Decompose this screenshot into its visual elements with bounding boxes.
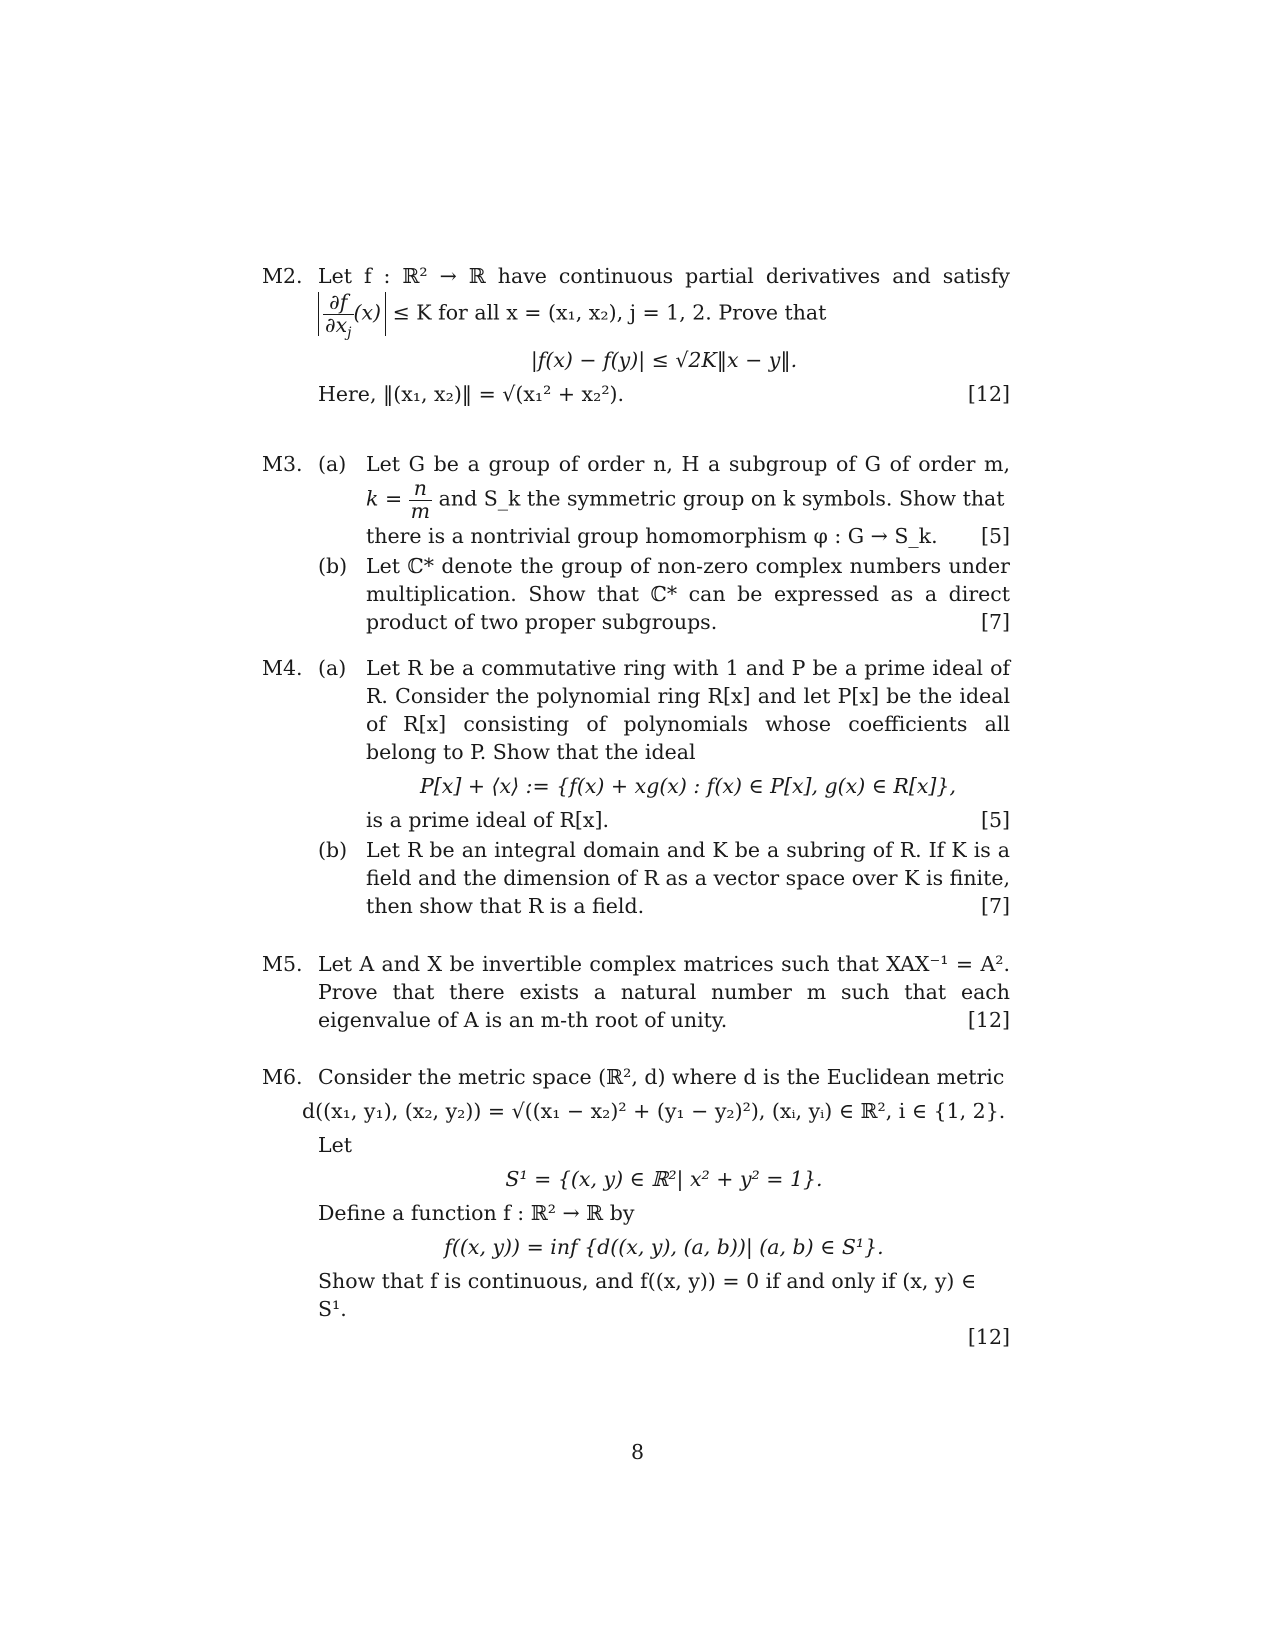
problem-label: M5. <box>262 952 303 976</box>
problem-m4 <box>262 654 1010 920</box>
part-label: (b) <box>318 838 348 862</box>
problem-label: M6. <box>262 1065 303 1089</box>
ideal-display: P[x] + ⟨x⟩ := {f(x) + xg(x) : f(x) ∈ P[x], g(x) ∈ R[x]}, <box>420 774 956 798</box>
problem-m6: M6. Consider the metric space (ℝ², d) where d is the Euclidean metric d((x₁, y₁), (x₂, y₂)) = √((x₁ − x₂)² + (y₁ − y₂)²), (xᵢ, yᵢ) ∈ ℝ², i ∈ {1, 2}. Let S¹ = {(x, y) ∈ ℝ²| x² + y² = 1}. Define a function f : ℝ² → ℝ by f((x, y)) = inf {d((x, y), (a, b))| (a, b) ∈ S¹}. Show that f is continuous, and f((x, y)) = 0 if and only if (x, y) ∈ S¹. [12] <box>262 1065 1010 1349</box>
part-b: (b) Let R be an integral domain and K be a subring of R. If K is a field and the dimension of R as a vector space over K is finite, then show that R is a field. [7] <box>318 838 1010 918</box>
page-number: 8 <box>630 1440 645 1464</box>
circle-definition: S¹ = {(x, y) ∈ ℝ²| x² + y² = 1}. <box>505 1167 823 1191</box>
problem-m2-display: |f(x) − f(y)| ≤ √2K‖x − y‖. <box>530 348 798 373</box>
problem-m2 <box>262 262 1010 408</box>
marks: [5] <box>980 808 1010 832</box>
metric-definition: d((x₁, y₁), (x₂, y₂)) = √((x₁ − x₂)² + (y₁ − y₂)²), (xᵢ, yᵢ) ∈ ℝ², i ∈ {1, 2}. <box>302 1099 1006 1123</box>
part-a: (a) Let G be a group of order n, H a subgroup of G of order m, k = $\frac{n}{m}$ and S_k the symmetric group on k symbols. Show that there is a nontrivial group homomorphism φ : G → S_k. [5] <box>318 452 1010 549</box>
function-definition: f((x, y)) = inf {d((x, y), (a, b))| (a, b) ∈ S¹}. <box>444 1235 884 1259</box>
partial-derivative-abs: $\frac{\partial f}{\partial x_j}$ (x) <box>318 292 386 336</box>
marks: [7] <box>980 894 1010 918</box>
problem-m2-norm: Here, ‖(x₁, x₂)‖ = √(x₁² + x₂²). <box>318 382 625 407</box>
problem-m2-line1: Let f : ℝ² → ℝ have continuous partial derivatives and satisfy <box>318 264 1010 288</box>
part-label: (b) <box>318 554 348 579</box>
problem-m5: M5. Let A and X be invertible complex matrices such that XAX⁻¹ = A². Prove that there exists a natural number m such that each eigenvalue of A is an m-th root of unity. [12] <box>262 952 1010 1032</box>
part-a: (a) Let R be a commutative ring with 1 and P be a prime ideal of R. Consider the polynomial ring R[x] and let P[x] be the ideal of R[x] consisting of polynomials whose coefficients all belong to P. Show that the ideal P[x] + ⟨x⟩ := {f(x) + xg(x) : f(x) ∈ P[x], g(x) ∈ R[x]}, is a prime ideal of R[x]. [5] <box>318 656 1010 832</box>
marks: [7] <box>980 610 1010 635</box>
part-b: (b) Let ℂ* denote the group of non-zero complex numbers under multiplication. Show that ℂ* can be expressed as a direct product of two proper subgroups. [7] <box>318 554 1010 635</box>
marks: [12] <box>967 1325 1010 1349</box>
part-label: (a) <box>318 656 347 680</box>
problem-label: M2. <box>262 264 303 288</box>
problem-label: M4. <box>262 656 303 680</box>
part-label: (a) <box>318 452 347 476</box>
marks: [12] <box>967 382 1010 407</box>
marks: [5] <box>980 524 1010 549</box>
problem-m3 <box>262 450 1010 636</box>
problem-label: M3. <box>262 452 303 476</box>
problem-m2-line2: ≤ K for all x = (x₁, x₂), j = 1, 2. Prove that <box>392 300 827 325</box>
marks: [12] <box>967 1008 1010 1032</box>
